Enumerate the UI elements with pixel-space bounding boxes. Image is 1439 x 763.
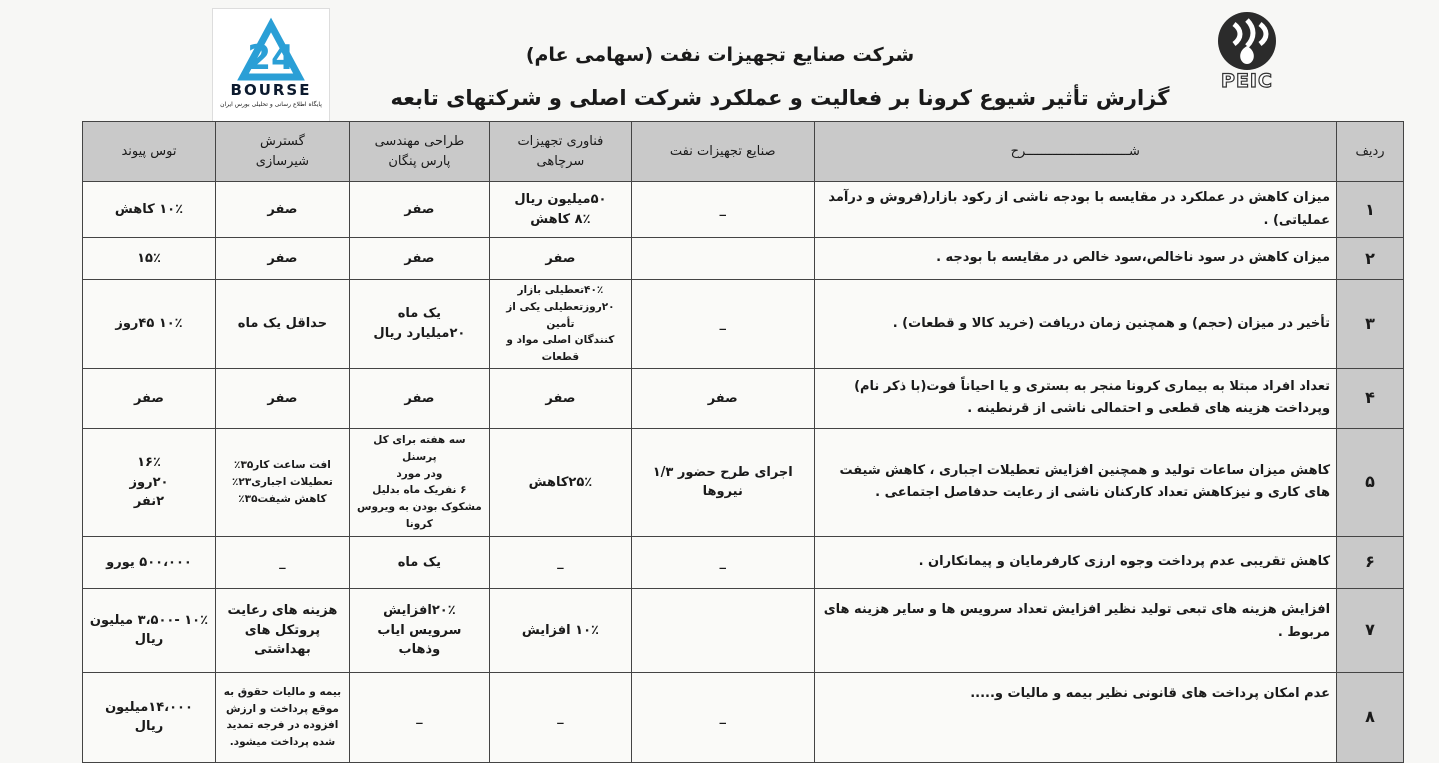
table-row [83,428,1404,536]
table-row [83,672,1404,762]
cell-shirsazi: بیمه و مالیات حقوق به موقع پرداخت و ارزش افزوده در فرجه تمدید شده پرداخت میشود. [215,672,349,762]
impact-table [82,121,1404,763]
cell-peic [631,238,814,280]
cell-peic: صفر [631,368,814,428]
row-description: کاهش تقریبی عدم پرداخت وجوه ارزی کارفرمایان و پیمانکاران . [814,536,1337,588]
table-row [83,238,1404,280]
col-header-parspengan: طراحی مهندسی پارس پنگان [349,122,489,182]
table-header-row [83,122,1404,182]
cell-sarchahi: ۱۰٪ افزایش [489,588,631,672]
col-header-shirsazi: گسترش شیرسازی [215,122,349,182]
cell-parspengan: _ [349,672,489,762]
bourse-emblem-icon [213,9,329,89]
cell-shirsazi: _ [215,536,349,588]
row-description: افزایش هزینه های تبعی تولید نظیر افزایش تعداد سرویس ها و سایر هزینه های مربوط . [814,588,1337,672]
col-header-tous: توس پیوند [83,122,216,182]
cell-tous: ۱۵٪ [83,238,216,280]
cell-parspengan: صفر [349,182,489,238]
cell-tous: صفر [83,368,216,428]
peic-emblem-icon [1212,10,1282,72]
bourse-logo [212,8,330,122]
cell-peic: _ [631,280,814,369]
cell-peic: _ [631,536,814,588]
bourse-name: BOURSE [230,81,312,99]
row-number: ۷ [1337,588,1404,672]
col-header-description: شـــــــــــــــــــــــــــرح [814,122,1337,182]
cell-sarchahi: صفر [489,238,631,280]
cell-tous: ۱۰٪ ۴۵روز [83,280,216,369]
row-number: ۲ [1337,238,1404,280]
cell-parspengan: سه هفته برای کل پرسنل ودر مورد ۶ نفریک ماه بدلیل مشکوک بودن به ویروس کرونا [349,428,489,536]
cell-peic: اجرای طرح حضور ۱/۳ نیروها [631,428,814,536]
cell-sarchahi: _ [489,536,631,588]
row-number: ۵ [1337,428,1404,536]
row-description: میزان کاهش در سود ناخالص،سود خالص در مقایسه با بودجه . [814,238,1337,280]
peic-name: PEIC [1221,70,1273,92]
svg-text:24: 24 [247,38,295,78]
cell-shirsazi: افت ساعت کار۳۵٪ تعطیلات اجباری۲۳٪ کاهش شیفت۳۵٪ [215,428,349,536]
cell-parspengan: یک ماه ۲۰میلیارد ریال [349,280,489,369]
row-description: عدم امکان پرداخت های قانونی نظیر بیمه و مالیات و..... [814,672,1337,762]
row-number: ۴ [1337,368,1404,428]
cell-shirsazi: هزینه های رعایت پروتکل های بهداشتی [215,588,349,672]
cell-shirsazi: صفر [215,238,349,280]
table-row [83,588,1404,672]
company-title: شرکت صنایع تجهیزات نفت (سهامی عام) [525,44,915,66]
cell-sarchahi: _ [489,672,631,762]
table-row [83,182,1404,238]
cell-sarchahi: صفر [489,368,631,428]
cell-sarchahi: ۴۰٪تعطیلی بازار ۲۰روزتعطیلی یکی از تأمین کنندگان اصلی مواد و قطعات [489,280,631,369]
cell-parspengan: صفر [349,238,489,280]
row-description: تعداد افراد مبتلا به بیماری کرونا منجر به بستری و یا احیاناً فوت(با ذکر نام) وپرداخت هزینه های قطعی و احتمالی ناشی از قرنطینه . [814,368,1337,428]
table-row [83,536,1404,588]
cell-peic [631,588,814,672]
cell-tous: ۱۴،۰۰۰میلیون ریال [83,672,216,762]
cell-sarchahi: ۲۵٪کاهش [489,428,631,536]
row-description: تأخیر در میزان (حجم) و همچنین زمان دریافت (خرید کالا و قطعات) . [814,280,1337,369]
cell-parspengan: ۲۰٪افزایش سرویس ایاب وذهاب [349,588,489,672]
cell-parspengan: صفر [349,368,489,428]
col-header-row-no: ردیف [1337,122,1404,182]
row-number: ۱ [1337,182,1404,238]
col-header-sarchahi: فناوری تجهیزات سرچاهی [489,122,631,182]
row-number: ۳ [1337,280,1404,369]
col-header-peic: صنایع تجهیزات نفت [631,122,814,182]
cell-peic: _ [631,672,814,762]
table-row [83,280,1404,369]
table-row [83,368,1404,428]
row-description: میزان کاهش در عملکرد در مقایسه با بودجه ناشی از رکود بازار(فروش و درآمد عملیاتی) . [814,182,1337,238]
cell-shirsazi: صفر [215,368,349,428]
cell-peic: _ [631,182,814,238]
cell-tous: ۱۰٪ کاهش [83,182,216,238]
cell-parspengan: یک ماه [349,536,489,588]
peic-logo [1212,10,1282,100]
cell-tous: ۱۶٪ ۲۰روز ۲نفر [83,428,216,536]
cell-shirsazi: حداقل یک ماه [215,280,349,369]
cell-tous: ۵۰۰،۰۰۰ یورو [83,536,216,588]
report-title: گزارش تأثیر شیوع کرونا بر فعالیت و عملکرد شرکت اصلی و شرکتهای تابعه [390,86,1170,110]
bourse-tagline: پایگاه اطلاع رسانی و تحلیلی بورس ایران [220,101,322,108]
row-number: ۶ [1337,536,1404,588]
row-number: ۸ [1337,672,1404,762]
cell-sarchahi: ۵۰میلیون ریال ۸٪ کاهش [489,182,631,238]
row-description: کاهش میزان ساعات تولید و همچنین افزایش تعطیلات اجباری ، کاهش شیفت های کاری و نیزکاهش تعداد کارکنان ناشی از رعایت حدفاصل اجتماعی . [814,428,1337,536]
cell-shirsazi: صفر [215,182,349,238]
cell-tous: ۱۰٪ -۳،۵۰۰ میلیون ریال [83,588,216,672]
